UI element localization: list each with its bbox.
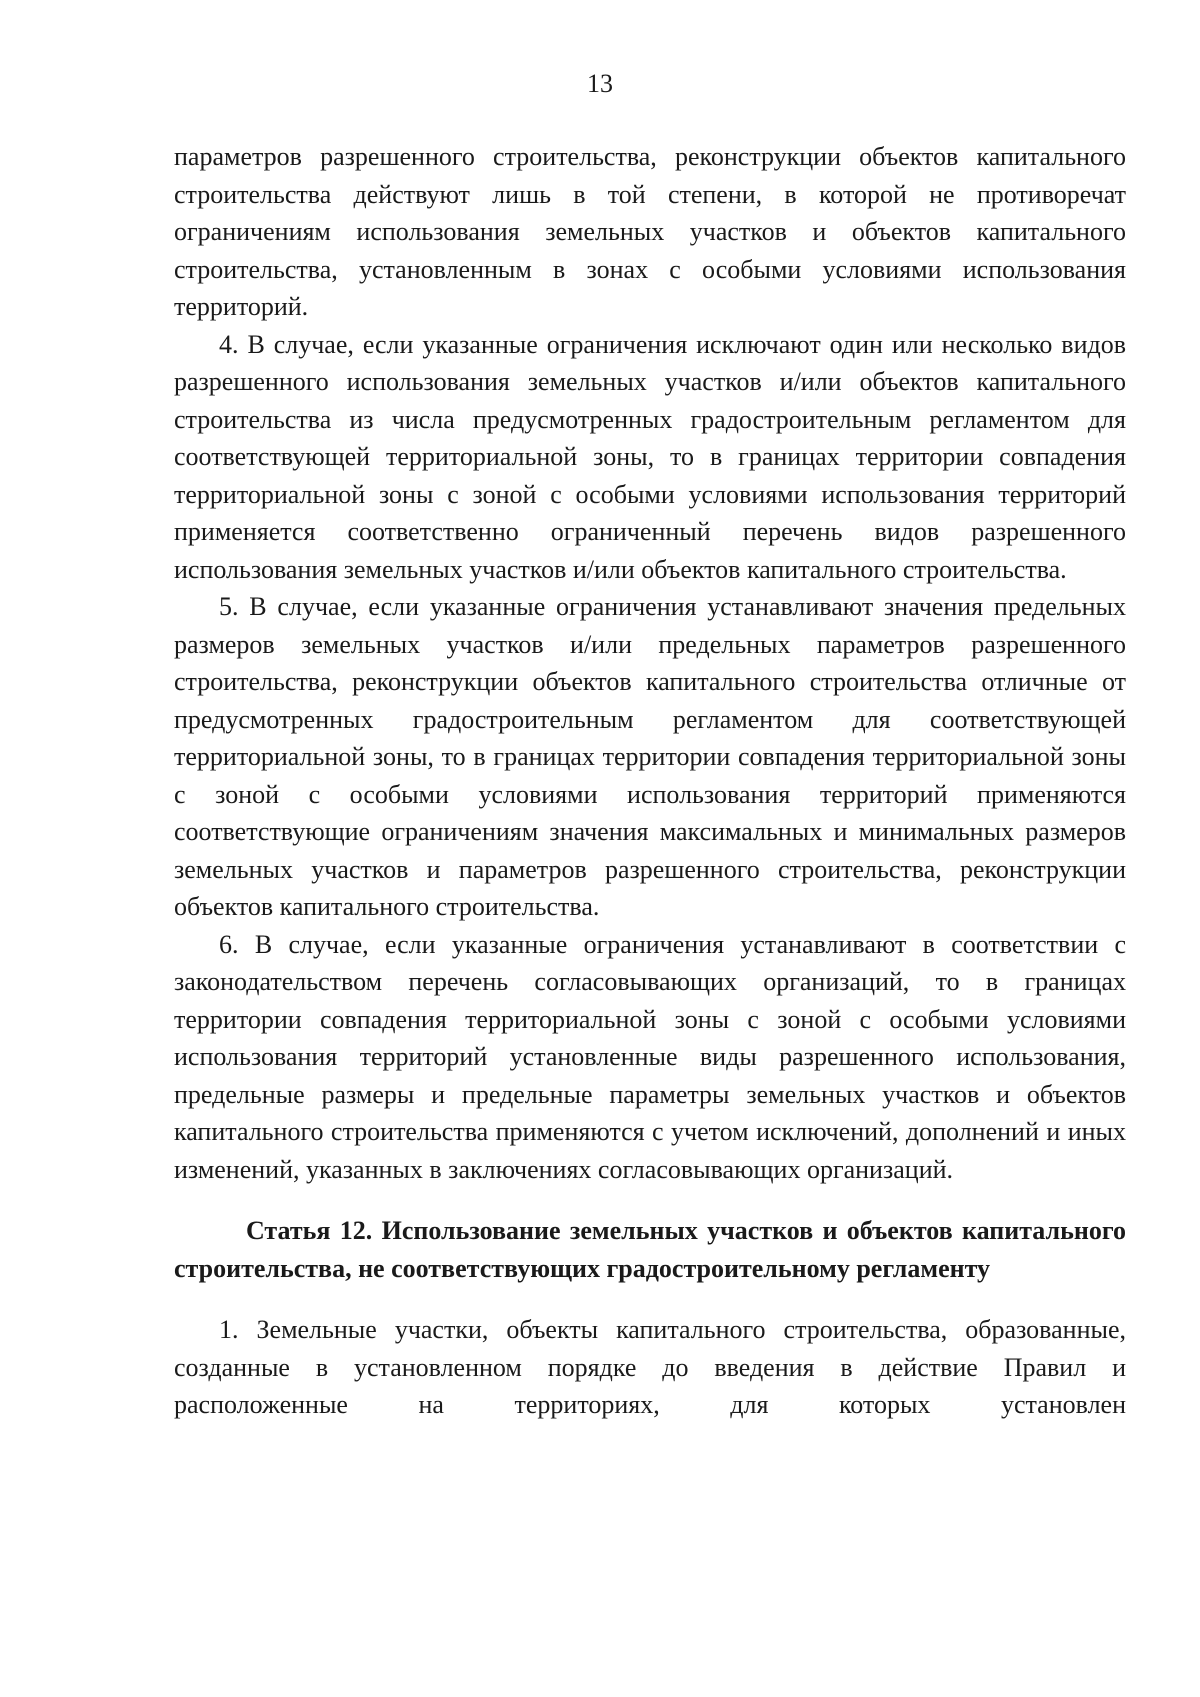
article-12-paragraph-1: 1. Земельные участки, объекты капитального строительства, образованные, созданные в установленном порядке до введения в действие Правил и расположенные на территориях, для которых установлен (174, 1315, 1126, 1419)
paragraph-item-6: 6. В случае, если указанные ограничения устанавливают в соответствии с законодательством перечень согласовывающих организаций, то в границах территории совпадения территориальной зоны с зоной с особыми условиями использования территорий установленные виды разрешенного использования, предельные размеры и предельные параметры земельных участков и объектов капитального строительства применяются с учетом исключений, дополнений и иных изменений, указанных в заключениях согласовывающих организаций. (174, 929, 1126, 1184)
paragraph-item-5: 5. В случае, если указанные ограничения устанавливают значения предельных размеров земельных участков и/или предельных параметров разрешенного строительства, реконструкции объектов капитального строительства отличные от предусмотренных градостроительным регламентом для соответствующей территориальной зоны, то в границах территории совпадения территориальной зоны с зоной с особыми условиями использования территорий применяются соответствующие ограничениям значения максимальных и минимальных размеров земельных участков и параметров разрешенного строительства, реконструкции объектов капитального строительства. (174, 592, 1126, 921)
document-body (174, 138, 1126, 1424)
paragraph-continuation: параметров разрешенного строительства, реконструкции объектов капитального строительства действуют лишь в той степени, в которой не противоречат ограничениям использования земельных участков и объектов капитального строительства, установленным в зонах с особыми условиями использования территорий. (174, 142, 1126, 321)
article-12-heading: Статья 12. Использование земельных участков и объектов капитального строительства, не соответствующих градостроительному регламенту (174, 1216, 1126, 1283)
paragraph-item-4: 4. В случае, если указанные ограничения исключают один или несколько видов разрешенного использования земельных участков и/или объектов капитального строительства из числа предусмотренных градостроительным регламентом для соответствующей территориальной зоны, то в границах территории совпадения территориальной зоны с зоной с особыми условиями использования территорий применяется соответственно ограниченный перечень видов разрешенного использования земельных участков и/или объектов капитального строительства. (174, 329, 1126, 584)
page-number: 13 (587, 69, 613, 98)
